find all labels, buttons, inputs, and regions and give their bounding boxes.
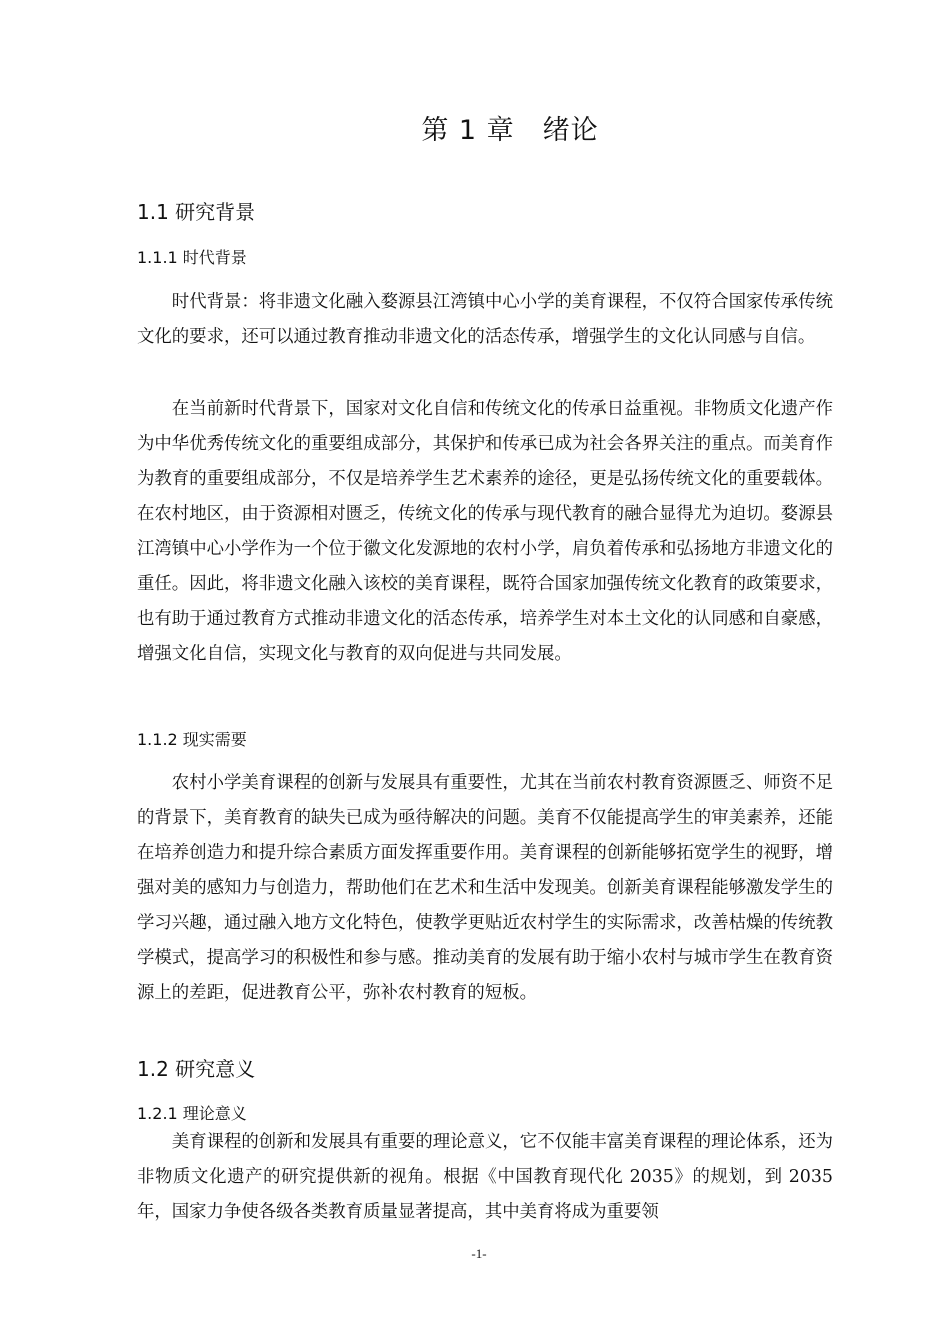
chapter-title: 第 1 章 绪论 — [421, 115, 599, 146]
paragraph-1-1-1-b: 在当前新时代背景下，国家对文化自信和传统文化的传承日益重视。非物质文化遗产作为中华优秀传统文化的重要组成部分，其保护和传承已成为社会各界关注的重点。而美育作为教育的重要组成部分，不仅是培养学生艺术素养的途径，更是弘扬传统文化的重要载体。在农村地区，由于资源相对匮乏，传统文化的传承与现代教育的融合显得尤为迫切。婺源县江湾镇中心小学作为一个位于徽文化发源地的农村小学，肩负着传承和弘扬地方非遗文化的重任。因此，将非遗文化融入该校的美育课程，既符合国家加强传统文化教育的政策要求，也有助于通过教育方式推动非遗文化的活态传承，培养学生对本土文化的认同感和自豪感，增强文化自信，实现文化与教育的双向促进与共同发展。 — [137, 399, 833, 664]
paragraph-1-1-1-a: 时代背景：将非遗文化融入婺源县江湾镇中心小学的美育课程，不仅符合国家传承传统文化的要求，还可以通过教育推动非遗文化的活态传承，增强学生的文化认同感与自信。 — [137, 292, 833, 347]
paragraph-1-1-2-a: 农村小学美育课程的创新与发展具有重要性，尤其在当前农村教育资源匮乏、师资不足的背景下，美育教育的缺失已成为亟待解决的问题。美育不仅能提高学生的审美素养，还能在培养创造力和提升综合素质方面发挥重要作用。美育课程的创新能够拓宽学生的视野，增强对美的感知力与创造力，帮助他们在艺术和生活中发现美。创新美育课程能够激发学生的学习兴趣，通过融入地方文化特色，使教学更贴近农村学生的实际需求，改善枯燥的传统教学模式，提高学习的积极性和参与感。推动美育的发展有助于缩小农村与城市学生在教育资源上的差距，促进教育公平，弥补农村教育的短板。 — [137, 773, 833, 1003]
page-number: -1- — [471, 1246, 487, 1261]
section-heading-1-2: 1.2 研究意义 — [137, 1057, 256, 1081]
subsection-heading-1-2-1: 1.2.1 理论意义 — [137, 1104, 247, 1123]
subsection-heading-1-1-2: 1.1.2 现实需要 — [137, 730, 247, 749]
section-heading-1-1: 1.1 研究背景 — [137, 200, 256, 224]
subsection-heading-1-1-1: 1.1.1 时代背景 — [137, 248, 247, 267]
paragraph-1-2-1-a: 美育课程的创新和发展具有重要的理论意义，它不仅能丰富美育课程的理论体系，还为非物质文化遗产的研究提供新的视角。根据《中国教育现代化 2035》的规划，到 2035 年，国家力争使各级各类教育质量显著提高，其中美育将成为重要领 — [137, 1132, 833, 1222]
